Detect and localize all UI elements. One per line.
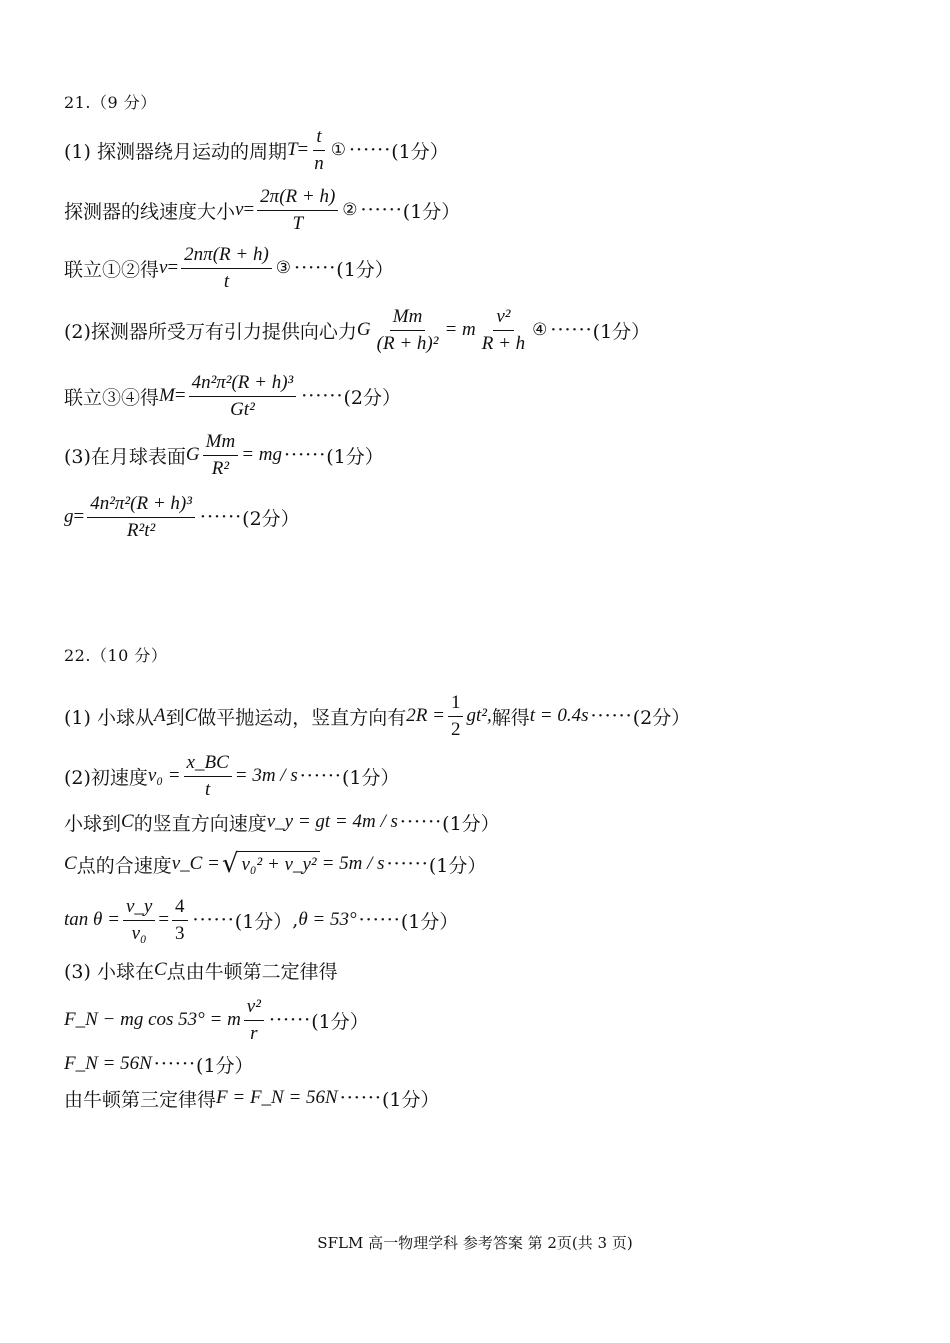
q22-l1-fraction — [448, 692, 464, 741]
q21-l3-den: t — [223, 270, 230, 292]
q21-header: 21.（9 分） — [64, 93, 157, 112]
q22-l4-var: v_C = — [171, 853, 220, 874]
q21-l6-g: G — [185, 444, 200, 465]
q22-l9-expr: F = F_N = 56N — [216, 1087, 338, 1108]
q22-l5-dots-1: ······ — [192, 909, 235, 931]
q21-l6-fraction — [203, 431, 239, 480]
q22-l5-theta: θ = 53° — [298, 909, 357, 930]
q21-line-4 — [64, 300, 650, 360]
q22-l1-score: (2分） — [632, 706, 691, 729]
q21-l7-fraction — [87, 493, 195, 542]
q22-l1-lhs: 2R = — [406, 705, 445, 726]
q21-l5-den: Gt² — [230, 398, 255, 420]
q22-l6-prefix: (3) 小球在 — [64, 960, 154, 983]
q22-line-4 — [64, 834, 486, 894]
q22-l2-score: (1分） — [341, 766, 400, 789]
q21-l4-score: (1分） — [592, 320, 651, 343]
q22-l3-prefix: 小球到 — [64, 812, 122, 835]
q22-l5-sep: , — [292, 909, 299, 931]
q21-l1-num: t — [313, 126, 324, 151]
q21-l5-score: (2分） — [343, 386, 402, 409]
q22-l9-dots: ······ — [339, 1087, 382, 1109]
page-footer: SFLM 高一物理学科 参考答案 第 2页(共 3 页) — [317, 1234, 633, 1252]
q21-l4-den2: R + h — [481, 332, 526, 354]
q22-l5-den2: 3 — [175, 922, 185, 944]
q22-l3-expr: v_y = gt = 4m / s — [266, 811, 398, 832]
q21-l2-den: T — [292, 212, 304, 234]
q22-l6-text: 点由牛顿第二定律得 — [166, 960, 338, 983]
q21-l3-prefix: 联立①②得 — [64, 258, 160, 281]
q22-l5-score-2: (1分） — [400, 910, 459, 933]
q22-l5-eq: = — [158, 909, 170, 930]
q22-l5-dots-2: ······ — [358, 909, 401, 931]
q21-l2-num: 2π(R + h) — [257, 186, 338, 211]
q21-l6-dots: ······ — [284, 444, 327, 466]
q21-line-6 — [64, 425, 384, 485]
q21-l6-num: Mm — [203, 431, 239, 456]
q22-l8-score: (1分） — [196, 1054, 254, 1077]
q21-l7-dots: ······ — [199, 506, 243, 528]
q21-l4-prefix: (2)探测器所受万有引力提供向心力 — [64, 320, 357, 343]
q22-l3-score: (1分） — [442, 812, 500, 835]
q22-l8-dots: ······ — [153, 1053, 197, 1075]
q22-l4-dots: ······ — [386, 853, 429, 875]
q22-l2-rhs: = 3m / s — [234, 765, 298, 786]
q22-l1-solve: 解得 — [491, 706, 530, 729]
q21-line-7 — [64, 487, 300, 547]
q21-l5-num: 4n²π²(R + h)³ — [189, 372, 297, 397]
q22-l1-text: 做平抛运动，竖直方向有 — [197, 706, 407, 729]
q22-l1-dots: ······ — [590, 705, 633, 727]
q22-l9-prefix: 由牛顿第三定律得 — [64, 1088, 217, 1111]
q21-l4-mark: ④ — [532, 320, 548, 340]
q21-l3-mark: ③ — [275, 258, 292, 278]
q22-l1-c: C — [184, 705, 198, 726]
q22-l5-fraction-1 — [123, 896, 155, 945]
q21-l3-eq: = — [167, 257, 179, 278]
q21-line-3 — [64, 238, 394, 298]
q22-l4-c: C — [64, 853, 77, 874]
q22-l3-text: 的竖直方向速度 — [133, 812, 267, 835]
q21-l4-g: G — [356, 319, 371, 340]
q22-l5-den1: v₀ — [131, 922, 147, 944]
q21-l3-dots: ······ — [294, 257, 337, 279]
q22-l1-a: A — [153, 705, 166, 726]
q21-l1-mark: ① — [330, 140, 347, 160]
q22-l5-num1: v_y — [123, 896, 155, 921]
q21-l2-score: (1分） — [402, 200, 461, 223]
q21-l6-score: (1分） — [326, 445, 384, 468]
q21-l5-fraction — [189, 372, 297, 421]
q21-l2-mark: ② — [342, 200, 358, 220]
q22-l5-score-1: (1分） — [234, 910, 293, 933]
q21-l5-eq: = — [174, 385, 186, 406]
q21-l2-prefix: 探测器的线速度大小 — [64, 200, 236, 223]
q22-l7-den: r — [250, 1022, 258, 1044]
q22-l2-den: t — [205, 778, 211, 800]
q21-l7-den: R²t² — [126, 519, 156, 541]
q22-l1-res: t = 0.4s — [529, 705, 589, 726]
q22-line-1 — [64, 686, 690, 746]
q21-l6-den: R² — [211, 457, 230, 479]
q21-l1-fraction — [311, 126, 327, 175]
q22-l1-prefix: (1) 小球从 — [64, 706, 154, 729]
q21-l7-var: g — [64, 506, 74, 527]
q22-l3-c: C — [121, 811, 134, 832]
q22-l4-sqrt — [222, 851, 320, 877]
q21-l4-eq: = m — [444, 319, 476, 340]
q21-l2-dots: ······ — [360, 199, 403, 221]
sqrt-sign-icon: √ — [221, 849, 239, 879]
q22-l6-c: C — [153, 959, 167, 980]
q21-line-2 — [64, 180, 460, 240]
q22-l1-num: 1 — [448, 692, 464, 717]
q21-l4-fraction-2 — [479, 306, 528, 355]
q21-l4-dots: ······ — [550, 319, 593, 341]
q21-l4-num2: v² — [493, 306, 513, 331]
q21-l4-den1: (R + h)² — [376, 332, 439, 354]
q21-l1-var: T — [286, 139, 298, 160]
q21-l2-var: v — [235, 199, 244, 220]
q22-l2-prefix: (2)初速度 — [64, 766, 148, 789]
q21-l3-var: v — [159, 257, 168, 278]
q22-l4-rhs: = 5m / s — [321, 853, 385, 874]
q21-l4-num1: Mm — [390, 306, 426, 331]
q22-l4-score: (1分） — [428, 854, 487, 877]
q21-l1-den: n — [314, 152, 324, 174]
q22-l5-fraction-2 — [172, 896, 188, 945]
q22-header: 22.（10 分） — [64, 646, 168, 665]
q21-l2-fraction — [257, 186, 338, 235]
q22-l5-num2: 4 — [172, 896, 188, 921]
q22-l7-dots: ······ — [268, 1009, 312, 1031]
q21-l5-dots: ······ — [301, 385, 344, 407]
q21-l3-score: (1分） — [336, 258, 394, 281]
q21-l1-dots: ······ — [349, 139, 392, 161]
q22-l2-num: x_BC — [184, 752, 232, 777]
q21-line-1 — [64, 120, 449, 180]
q21-l1-prefix: (1) 探测器绕月运动的周期 — [64, 140, 287, 163]
q21-l7-num: 4n²π²(R + h)³ — [87, 493, 195, 518]
q21-l5-var: M — [159, 385, 175, 406]
q22-l4-radicand: v₀² + v_y² — [238, 851, 319, 877]
q22-l4-text: 点的合速度 — [76, 854, 172, 877]
q22-l9-score: (1分） — [381, 1088, 440, 1111]
q22-l1-den: 2 — [450, 718, 461, 740]
q21-line-5 — [64, 366, 401, 426]
q22-l8-expr: F_N = 56N — [64, 1053, 152, 1074]
q22-l1-rhs: gt², — [466, 705, 492, 726]
q22-l1-mid: 到 — [165, 706, 185, 729]
q22-l7-num: v² — [244, 996, 264, 1021]
q21-l6-rhs: = mg — [241, 444, 283, 465]
q21-l1-eq: = — [297, 139, 309, 160]
q22-l3-dots: ······ — [399, 811, 443, 833]
q21-l3-fraction — [181, 244, 272, 293]
q22-l7-lhs: F_N − mg cos 53° = m — [64, 1009, 241, 1030]
q21-l7-score: (2分） — [242, 507, 300, 530]
q21-l3-num: 2nπ(R + h) — [181, 244, 272, 269]
q22-l5-lhs: tan θ = — [64, 909, 120, 930]
q21-l1-score: (1分） — [391, 140, 449, 163]
q22-line-9 — [64, 1068, 439, 1128]
q21-l6-prefix: (3)在月球表面 — [64, 445, 186, 468]
q21-l7-eq: = — [73, 506, 85, 527]
q22-l2-var: v₀ = — [147, 765, 181, 786]
q21-l4-fraction-1 — [374, 306, 442, 355]
q21-l5-prefix: 联立③④得 — [64, 386, 160, 409]
q22-l2-dots: ······ — [299, 765, 342, 787]
q22-l7-score: (1分） — [311, 1010, 369, 1033]
q21-l2-eq: = — [243, 199, 255, 220]
